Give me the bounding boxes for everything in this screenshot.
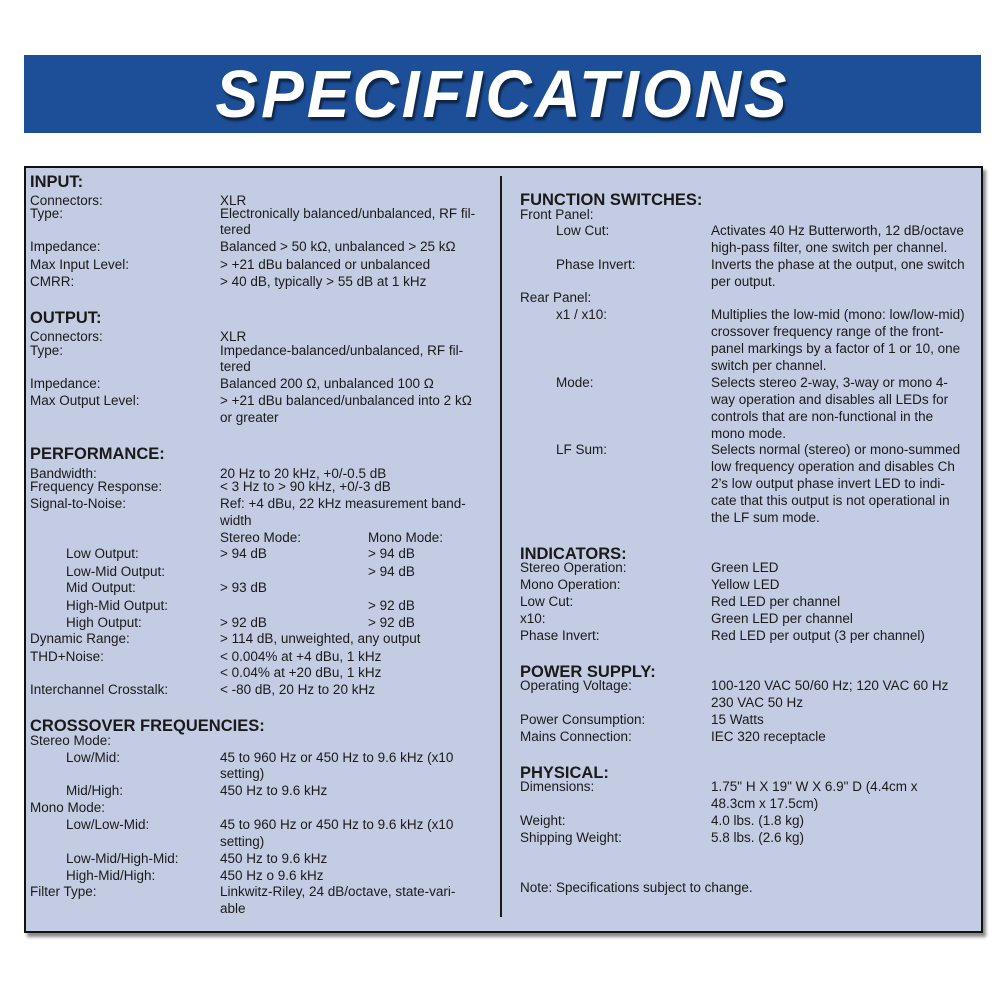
spec-label: Low Output: [66, 546, 139, 561]
title-banner [24, 55, 981, 133]
spec-value: 48.3cm x 17.5cm) [711, 796, 819, 811]
spec-value: crossover frequency range of the front- [711, 324, 944, 339]
spec-label: Low-Mid Output: [66, 564, 166, 579]
spec-label: Connectors: [30, 329, 103, 344]
spec-value: 450 Hz o 9.6 kHz [220, 868, 324, 883]
spec-label: Dimensions: [520, 779, 595, 794]
spec-value: XLR [220, 329, 247, 344]
spec-label: Max Input Level: [30, 257, 130, 272]
column-header: Stereo Mode: [220, 530, 302, 545]
spec-value: > 94 dB [220, 546, 267, 561]
performance-heading: PERFORMANCE: [30, 445, 165, 463]
spec-label: Mono Operation: [520, 577, 621, 592]
spec-label: Frequency Response: [30, 479, 163, 494]
spec-value: 45 to 960 Hz or 450 Hz to 9.6 kHz (x10 [220, 750, 454, 765]
spec-value: able [220, 901, 246, 916]
spec-label: Operating Voltage: [520, 678, 632, 693]
spec-value: 450 Hz to 9.6 kHz [220, 783, 328, 798]
spec-label: Power Consumption: [520, 712, 646, 727]
spec-value: > 40 dB, typically > 55 dB at 1 kHz [220, 274, 427, 289]
spec-value: 5.8 lbs. (2.6 kg) [711, 830, 805, 845]
spec-value: 1.75" H X 19" W X 6.9" D (4.4cm x [711, 779, 918, 794]
spec-label: Interchannel Crosstalk: [30, 682, 169, 697]
specifications-panel [24, 166, 983, 933]
spec-label: CMRR: [30, 274, 75, 289]
spec-value: setting) [220, 766, 265, 781]
spec-value: XLR [220, 193, 247, 208]
spec-value: Red LED per channel [711, 594, 841, 609]
input-heading: INPUT: [30, 173, 84, 191]
spec-value: < 3 Hz to > 90 kHz, +0/-3 dB [220, 479, 391, 494]
spec-value: tered [220, 222, 251, 237]
spec-value: Electronically balanced/unbalanced, RF fil- [220, 206, 476, 221]
column-divider [500, 176, 502, 917]
spec-value: Balanced 200 Ω, unbalanced 100 Ω [220, 376, 434, 391]
spec-label: Mono Mode: [30, 800, 106, 815]
spec-value: > 94 dB [368, 564, 415, 579]
spec-value: low frequency operation and disables Ch [711, 459, 955, 474]
spec-value: controls that are non-functional in the [711, 409, 934, 424]
physical-heading: PHYSICAL: [520, 764, 609, 782]
spec-value: the LF sum mode. [711, 510, 820, 525]
spec-label: x10: [520, 611, 546, 626]
spec-label: Low/Mid: [66, 750, 121, 765]
spec-label: LF Sum: [556, 442, 608, 457]
spec-value: < -80 dB, 20 Hz to 20 kHz [220, 682, 375, 697]
spec-value: Green LED per channel [711, 611, 853, 626]
spec-value: Impedance-balanced/unbalanced, RF fil- [220, 343, 464, 358]
output-heading: OUTPUT: [30, 309, 102, 327]
spec-value: < 0.004% at +4 dBu, 1 kHz [220, 649, 382, 664]
spec-label: x1 / x10: [556, 307, 608, 322]
spec-label: Dynamic Range: [30, 631, 130, 646]
spec-label: Max Output Level: [30, 393, 140, 408]
spec-value: per output. [711, 274, 776, 289]
spec-value: tered [220, 359, 251, 374]
spec-value: Yellow LED [711, 577, 780, 592]
spec-value: Multiplies the low-mid (mono: low/low-mid) [711, 307, 965, 322]
spec-label: Stereo Operation: [520, 560, 627, 575]
spec-label: Bandwidth: [30, 466, 97, 481]
spec-label: Type: [30, 206, 64, 221]
spec-label: Mid/High: [66, 783, 124, 798]
spec-label: Low Cut: [556, 223, 610, 238]
spec-value: Red LED per output (3 per channel) [711, 628, 925, 643]
spec-value: > 93 dB [220, 580, 267, 595]
spec-value: Selects stereo 2-way, 3-way or mono 4- [711, 375, 948, 390]
spec-value: setting) [220, 834, 265, 849]
spec-value: panel markings by a factor of 1 or 10, one [711, 341, 961, 356]
spec-label: High-Mid/High: [66, 868, 156, 883]
spec-value: Linkwitz-Riley, 24 dB/octave, state-vari- [220, 884, 456, 899]
spec-label: Mains Connection: [520, 729, 632, 744]
spec-label: Filter Type: [30, 884, 97, 899]
spec-label: High-Mid Output: [66, 598, 169, 613]
column-header: Mono Mode: [368, 530, 444, 545]
page-title: SPECIFICATIONS [215, 56, 790, 132]
spec-value: 45 to 960 Hz or 450 Hz to 9.6 kHz (x10 [220, 817, 454, 832]
spec-label: Phase Invert: [520, 628, 600, 643]
spec-label: Connectors: [30, 193, 103, 208]
spec-value: 100-120 VAC 50/60 Hz; 120 VAC 60 Hz [711, 678, 949, 693]
spec-label: Impedance: [30, 376, 101, 391]
spec-value: > 92 dB [220, 615, 267, 630]
spec-label: Rear Panel: [520, 290, 592, 305]
spec-value: Selects normal (stereo) or mono-summed [711, 442, 961, 457]
spec-label: Shipping Weight: [520, 830, 622, 845]
spec-value: < 0.04% at +20 dBu, 1 kHz [220, 665, 382, 680]
spec-label: Low-Mid/High-Mid: [66, 851, 179, 866]
spec-label: Mid Output: [66, 580, 136, 595]
spec-value: > 94 dB [368, 546, 415, 561]
spec-label: Mode: [556, 375, 594, 390]
spec-value: width [220, 513, 252, 528]
spec-value: > 92 dB [368, 598, 415, 613]
spec-value: > 92 dB [368, 615, 415, 630]
spec-label: Signal-to-Noise: [30, 496, 127, 511]
spec-label: Low Cut: [520, 594, 574, 609]
spec-value: mono mode. [711, 426, 787, 441]
power-supply-heading: POWER SUPPLY: [520, 663, 656, 681]
crossover-heading: CROSSOVER FREQUENCIES: [30, 717, 265, 735]
spec-value: IEC 320 receptacle [711, 729, 826, 744]
spec-label: Stereo Mode: [30, 733, 112, 748]
spec-label: High Output: [66, 615, 142, 630]
spec-value: 2’s low output phase invert LED to indi- [711, 476, 945, 491]
spec-label: Phase Invert: [556, 257, 636, 272]
spec-value: Balanced > 50 kΩ, unbalanced > 25 kΩ [220, 239, 456, 254]
spec-value: high-pass filter, one switch per channel. [711, 240, 948, 255]
spec-value: way operation and disables all LEDs for [711, 392, 949, 407]
spec-value: switch per channel. [711, 358, 827, 373]
spec-value: or greater [220, 410, 279, 425]
spec-value: > 114 dB, unweighted, any output [220, 631, 421, 646]
footnote: Note: Specifications subject to change. [520, 880, 753, 895]
spec-label: Low/Low-Mid: [66, 817, 150, 832]
spec-value: 20 Hz to 20 kHz, +0/-0.5 dB [220, 466, 387, 481]
spec-label: Front Panel: [520, 207, 594, 222]
spec-value: 230 VAC 50 Hz [711, 695, 804, 710]
spec-value: > +21 dBu balanced or unbalanced [220, 257, 431, 272]
spec-value: Activates 40 Hz Butterworth, 12 dB/octave [711, 223, 964, 238]
spec-label: Type: [30, 343, 64, 358]
spec-value: cate that this output is not operational in [711, 493, 950, 508]
spec-value: Green LED [711, 560, 779, 575]
spec-label: Impedance: [30, 239, 101, 254]
spec-value: Ref: +4 dBu, 22 kHz measurement band- [220, 496, 466, 511]
spec-value: > +21 dBu balanced/unbalanced into 2 kΩ [220, 393, 472, 408]
function-switches-heading: FUNCTION SWITCHES: [520, 191, 703, 209]
spec-label: THD+Noise: [30, 649, 104, 664]
spec-value: 450 Hz to 9.6 kHz [220, 851, 328, 866]
spec-value: 15 Watts [711, 712, 764, 727]
spec-label: Weight: [520, 813, 566, 828]
spec-value: 4.0 lbs. (1.8 kg) [711, 813, 805, 828]
indicators-heading: INDICATORS: [520, 545, 627, 563]
spec-value: Inverts the phase at the output, one switch [711, 257, 965, 272]
